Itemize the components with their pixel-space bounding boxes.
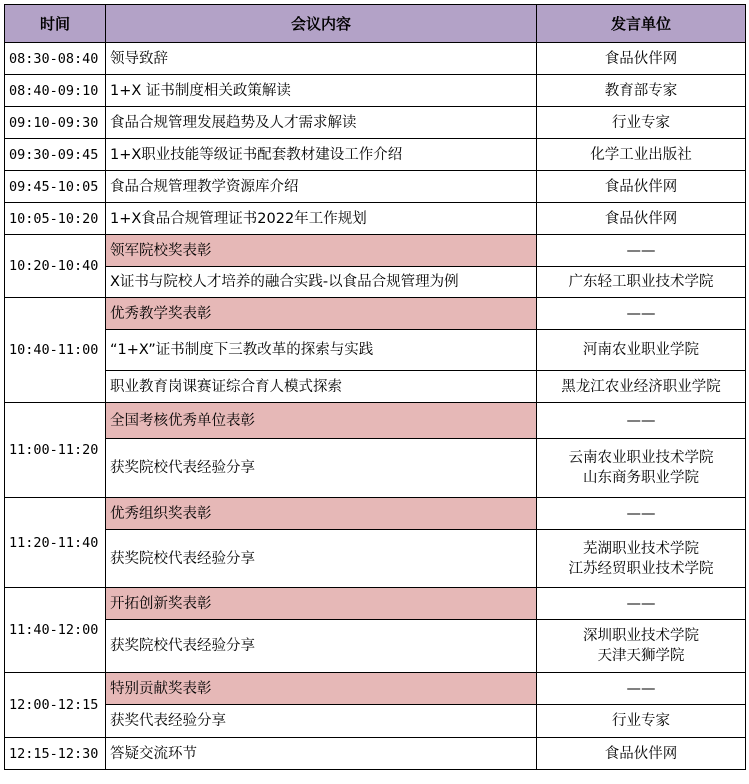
speaker-cell: 食品伙伴网 xyxy=(537,738,746,770)
speaker-line: 江苏经贸职业技术学院 xyxy=(568,560,714,577)
speaker-cell: 食品伙伴网 xyxy=(537,171,746,203)
speaker-cell xyxy=(537,530,746,588)
table-row xyxy=(5,620,746,673)
time-cell: 10:20-10:40 xyxy=(5,235,106,298)
speaker-cell: —— xyxy=(537,403,746,439)
content-cell: 1+X 证书制度相关政策解读 xyxy=(106,75,537,107)
speaker-cell: 河南农业职业学院 xyxy=(537,330,746,371)
speaker-cell: 黑龙江农业经济职业学院 xyxy=(537,371,746,403)
content-cell: 获奖院校代表经验分享 xyxy=(106,530,537,588)
speaker-line: 云南农业职业技术学院 xyxy=(568,450,714,466)
speaker-cell: 行业专家 xyxy=(537,107,746,139)
content-cell: 1+X食品合规管理证书2022年工作规划 xyxy=(106,203,537,235)
table-row xyxy=(5,498,746,530)
table-row xyxy=(5,298,746,330)
table-row xyxy=(5,530,746,588)
speaker-cell: —— xyxy=(537,588,746,620)
table-row xyxy=(5,267,746,298)
time-cell: 12:00-12:15 xyxy=(5,673,106,738)
table-row xyxy=(5,330,746,371)
award-content-cell: 优秀组织奖表彰 xyxy=(106,498,537,530)
speaker-cell: —— xyxy=(537,673,746,705)
agenda-table xyxy=(4,4,746,770)
speaker-cell xyxy=(537,620,746,673)
award-content-cell: 优秀教学奖表彰 xyxy=(106,298,537,330)
header-row xyxy=(5,5,746,43)
table-row xyxy=(5,203,746,235)
content-cell: 职业教育岗课赛证综合育人模式探索 xyxy=(106,371,537,403)
time-cell: 09:10-09:30 xyxy=(5,107,106,139)
table-row xyxy=(5,371,746,403)
table-row xyxy=(5,139,746,171)
content-cell: 食品合规管理发展趋势及人才需求解读 xyxy=(106,107,537,139)
speaker-cell: —— xyxy=(537,298,746,330)
table-row xyxy=(5,705,746,738)
table-row xyxy=(5,588,746,620)
speaker-cell: —— xyxy=(537,235,746,267)
time-cell: 10:40-11:00 xyxy=(5,298,106,403)
content-cell: 答疑交流环节 xyxy=(106,738,537,770)
speaker-cell: 食品伙伴网 xyxy=(537,203,746,235)
table-row xyxy=(5,673,746,705)
time-cell: 08:40-09:10 xyxy=(5,75,106,107)
content-cell: 1+X职业技能等级证书配套教材建设工作介绍 xyxy=(106,139,537,171)
time-cell: 08:30-08:40 xyxy=(5,43,106,75)
time-cell: 11:20-11:40 xyxy=(5,498,106,588)
time-cell: 11:00-11:20 xyxy=(5,403,106,498)
speaker-line: 芜湖职业技术学院 xyxy=(583,540,699,557)
content-cell: 获奖院校代表经验分享 xyxy=(106,439,537,498)
content-cell: 获奖院校代表经验分享 xyxy=(106,620,537,673)
table-row xyxy=(5,403,746,439)
speaker-line: 天津天狮学院 xyxy=(597,648,685,664)
table-row xyxy=(5,43,746,75)
time-cell: 11:40-12:00 xyxy=(5,588,106,673)
award-content-cell: 特别贡献奖表彰 xyxy=(106,673,537,705)
speaker-cell: 食品伙伴网 xyxy=(537,43,746,75)
time-cell: 12:15-12:30 xyxy=(5,738,106,770)
content-cell: 食品合规管理教学资源库介绍 xyxy=(106,171,537,203)
table-row xyxy=(5,75,746,107)
table-row xyxy=(5,439,746,498)
award-content-cell: 开拓创新奖表彰 xyxy=(106,588,537,620)
table-row xyxy=(5,171,746,203)
time-cell: 09:30-09:45 xyxy=(5,139,106,171)
header-content: 会议内容 xyxy=(106,5,537,43)
header-speaker: 发言单位 xyxy=(537,5,746,43)
speaker-cell xyxy=(537,439,746,498)
table-row xyxy=(5,107,746,139)
content-cell: 领导致辞 xyxy=(106,43,537,75)
speaker-cell: 化学工业出版社 xyxy=(537,139,746,171)
time-cell: 09:45-10:05 xyxy=(5,171,106,203)
speaker-cell: 广东轻工职业技术学院 xyxy=(537,267,746,298)
table-row xyxy=(5,235,746,267)
content-cell: 获奖代表经验分享 xyxy=(106,705,537,738)
speaker-cell: 行业专家 xyxy=(537,705,746,738)
time-cell: 10:05-10:20 xyxy=(5,203,106,235)
award-content-cell: 全国考核优秀单位表彰 xyxy=(106,403,537,439)
award-content-cell: 领军院校奖表彰 xyxy=(106,235,537,267)
header-time: 时间 xyxy=(5,5,106,43)
speaker-line: 山东商务职业学院 xyxy=(583,470,699,486)
speaker-line: 深圳职业技术学院 xyxy=(583,628,699,644)
content-cell: “1+X”证书制度下三教改革的探索与实践 xyxy=(106,330,537,371)
speaker-cell: 教育部专家 xyxy=(537,75,746,107)
content-cell: X证书与院校人才培养的融合实践-以食品合规管理为例 xyxy=(106,267,537,298)
speaker-cell: —— xyxy=(537,498,746,530)
table-row xyxy=(5,738,746,770)
